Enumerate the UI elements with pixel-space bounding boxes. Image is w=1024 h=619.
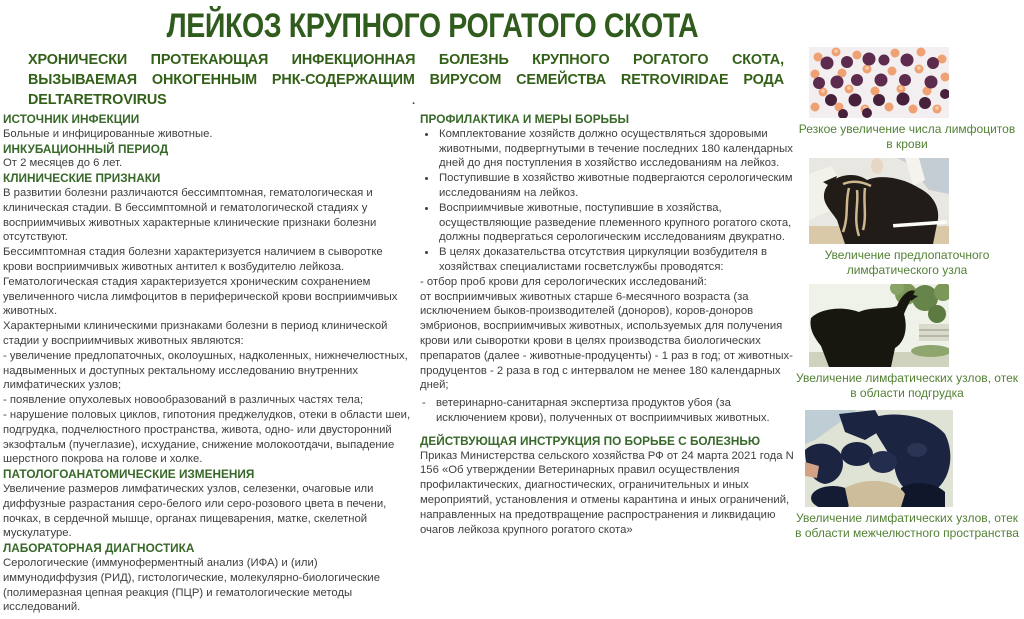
poster-page <box>0 7 1024 619</box>
section-heading-laboratory-diagnostics: ЛАБОРАТОРНАЯ ДИАГНОСТИКА <box>3 541 195 556</box>
figure-sidebar <box>794 47 1020 547</box>
figure-blood-smear <box>794 47 1020 151</box>
paragraph: - отбор проб крови для серологических исследований: <box>420 275 707 288</box>
figure-caption: Увеличение предлопаточного лимфатического узла <box>824 248 990 277</box>
figure-grazing-cow <box>794 284 1020 400</box>
dash-item-text: ветеринарно-санитарная экспертиза продуктов убоя (за исключением крови), полученных от восприимчивых животных. <box>436 397 770 424</box>
figure-caption: Увеличение лимфатических узлов, отек в области межчелюстного пространства <box>795 511 1019 540</box>
section-heading-infection-source: ИСТОЧНИК ИНФЕКЦИИ <box>3 112 140 126</box>
figure-caption: Резкое увеличение числа лимфоцитов в крови <box>798 122 1016 151</box>
paragraph: От 2 месяцев до 6 лет. <box>3 157 123 170</box>
section-heading-prevention: ПРОФИЛАКТИКА И МЕРЫ БОРЬБЫ <box>420 112 630 126</box>
paragraph: Приказ Министерства сельского хозяйства РФ от 24 марта 2021 года N 156 «Об утверждении Ветеринарных правил осуществления профилактических, диагностических, ограничительных и иных мероприятий, установления и отмены карантина и иных ограничений, направленных на предотвращение распространения и ликвидацию очагов лейкоза крупного рогатого скота» <box>420 449 794 536</box>
bullet-item: • В целях доказательства отсутствия циркуляции возбудителя в хозяйствах специалистами госветслужбы проводятся: <box>437 245 794 275</box>
blood-smear-image <box>809 47 949 118</box>
grazing-cow-image <box>809 284 949 367</box>
subtitle-line-2: ВЫЗЫВАЕМАЯ ОНКОГЕННЫМ РНК-СОДЕРЖАЩИМ ВИРУСОМ СЕМЕЙСТВА RETROVIRIDAE РОДА <box>28 72 784 88</box>
paragraph: Гематологическая стадия характеризуется хроническим сохранением увеличенного числа лимфоцитов в периферической крови восприимчивых животных. <box>3 275 398 318</box>
page-title <box>70 7 794 47</box>
bullet-item: • Поступившие в хозяйство животные подвергаются серологическим исследованиям на лейкоз. <box>437 171 794 201</box>
figure-calf-examination <box>794 158 1020 277</box>
paragraph: - увеличение предлопаточных, околоушных, надколенных, нижнечелюстных, надвыменных и доступных ректальному исследованию внутренних лимфатических узлов; <box>3 349 408 392</box>
bullet-item: • Комплектование хозяйств должно осуществляться здоровыми животными, подвергнутыми в течение последних 180 календарных дней до дня поступления в хозяйство исследованиям на лейкоз. <box>437 127 794 171</box>
poster-header <box>0 7 794 110</box>
stray-period: . <box>412 95 416 107</box>
paragraph: - появление опухолевых новообразований в различных частях тела; <box>3 394 364 407</box>
section-heading-clinical-signs: КЛИНИЧЕСКИЕ ПРИЗНАКИ <box>3 171 161 186</box>
subtitle-line-3: DELTARETROVIRUS <box>28 92 167 108</box>
paragraph: В развитии болезни различаются бессимптомная, гематологическая и клиническая стадии. В бессимптомной и гематологической стадиях у восприимчивых животных характерные клинические признаки болезни отсутствуют. <box>3 186 377 244</box>
middle-column <box>420 112 794 615</box>
left-column <box>0 112 414 615</box>
subtitle-line-1: ХРОНИЧЕСКИ ПРОТЕКАЮЩАЯ ИНФЕКЦИОННАЯ БОЛЕЗНЬ КРУПНОГО РОГАТОГО СКОТА, <box>28 52 784 68</box>
poster-subtitle <box>28 50 784 110</box>
dash-list-item <box>420 396 794 426</box>
dash-marker: - <box>422 397 426 410</box>
paragraph: Больные и инфицированные животные. <box>3 127 213 140</box>
paragraph: Бессимптомная стадия болезни характеризуется наличием в сыворотке крови восприимчивых животных антител к возбудителю лейкоза. <box>3 246 383 273</box>
page-title-text: ЛЕЙКОЗ КРУПНОГО РОГАТОГО СКОТА <box>166 7 698 45</box>
section-heading-pathological-changes: ПАТОЛОГОАНАТОМИЧЕСКИЕ ИЗМЕНЕНИЯ <box>3 467 255 482</box>
figure-caption: Увеличение лимфатических узлов, отек в области подгрудка <box>796 371 1018 400</box>
paragraph: - нарушение половых циклов, гипотония преджелудков, отеки в области шеи, подгрудка, подчелюстного пространства, живота, одно- или двусторонний экзофтальм (пучеглазие), исхудание, снижение молокоотдачи, выпадение шерстного покрова на голове и холке. <box>3 408 411 466</box>
paragraph: Характерными клиническими признаками болезни в период клинической стадии у восприимчивых животных являются: <box>3 320 388 347</box>
section-heading-current-instruction: ДЕЙСТВУЮЩАЯ ИНСТРУКЦИЯ ПО БОРЬБЕ С БОЛЕЗНЬЮ <box>420 433 761 448</box>
paragraph: от восприимчивых животных старше 6-месячного возраста (за исключением быков-производителей (доноров), коров-доноров эмбрионов, восприимчивых животных, используемых для получения крови или сыворотки крови в целях производства биологических препаратов (далее - животные-продуценты) - 1 раз в год; от животных-продуцентов - 2 раза в год с интервалом не менее 180 календарных дней; <box>420 290 793 392</box>
prevention-bullet-list <box>420 127 794 275</box>
section-heading-incubation-period: ИНКУБАЦИОННЫЙ ПЕРИОД <box>3 141 169 156</box>
calf-examination-image <box>809 158 949 244</box>
paragraph: Увеличение размеров лимфатических узлов, селезенки, очаговые или диффузные разрастания серо-белого или серо-розового цвета в печени, почках, в сердечной мышце, органах пищеварения, матке, скелетной мускулатуре. <box>3 482 387 540</box>
bullet-item: • Восприимчивые животные, поступившие в хозяйства, осуществляющие разведение племенного крупного рогатого скота, должны подвергаться серологическим исследованиям двукратно. <box>437 201 794 245</box>
figure-cow-head <box>794 410 1020 540</box>
paragraph: Серологические (иммуноферментный анализ (ИФА) и (или) иммунодиффузия (РИД), гистологические, молекулярно-биологические (полимеразная цепная реакция (ПЦР) и гематологические методы исследований. <box>3 556 381 614</box>
cow-head-image <box>805 410 953 507</box>
